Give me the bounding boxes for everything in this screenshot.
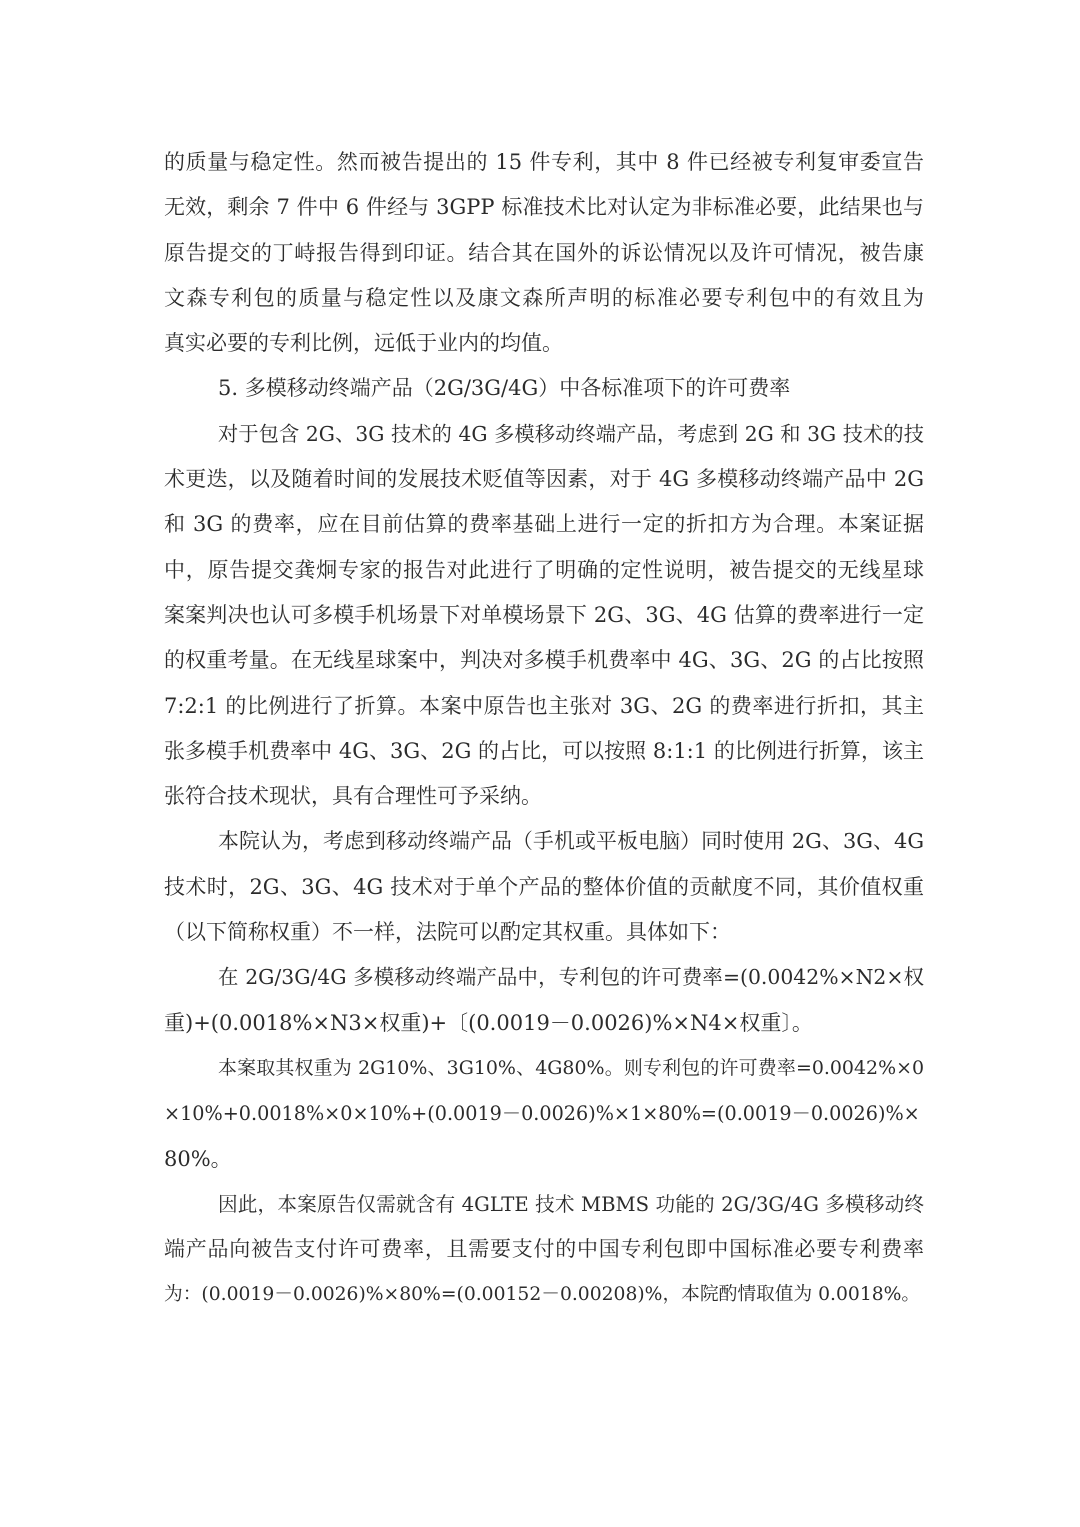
text-line: 和 3G 的费率，应在目前估算的费率基础上进行一定的折扣方为合理。本案证据 <box>164 512 924 537</box>
text-line: 的质量与稳定性。然而被告提出的 15 件专利，其中 8 件已经被专利复审委宣告 <box>164 150 924 174</box>
paragraph-patent-quality <box>164 140 924 366</box>
text-line: 案案判决也认可多模手机场景下对单模场景下 2G、3G、4G 估算的费率进行一定 <box>164 602 924 627</box>
text-line: 80%。 <box>164 1146 232 1171</box>
text-line: ×10%+0.0018%×0×10%+(0.0019－0.0026)%×1×80%=(0.0019－0.0026)%× <box>164 1102 920 1126</box>
text-line: 张多模手机费率中 4G、3G、2G 的占比，可以按照 8:1:1 的比例进行折算，该主 <box>164 738 924 763</box>
text-line: 7:2:1 的比例进行了折算。本案中原告也主张对 3G、2G 的费率进行折扣，其主 <box>164 693 924 718</box>
paragraph-rate-formula <box>164 955 924 1046</box>
text-line: 为：(0.0019－0.0026)%×80%=(0.00152－0.00208)%，本院酌情取值为 0.0018%。 <box>164 1284 921 1306</box>
text-line: 端产品向被告支付许可费率，且需要支付的中国专利包即中国标准必要专利费率 <box>164 1237 924 1262</box>
text-line: 真实必要的专利比例，远低于业内的均值。 <box>164 331 563 356</box>
section-heading-multimode-rates <box>164 366 924 411</box>
text-line: 术更迭，以及随着时间的发展技术贬值等因素，对于 4G 多模移动终端产品中 2G <box>164 467 924 492</box>
text-line: 无效，剩余 7 件中 6 件经与 3GPP 标准技术比对认定为非标准必要，此结果也与 <box>164 195 924 220</box>
text-line: 本案取其权重为 2G10%、3G10%、4G80%。则专利包的许可费率=0.0042%×0 <box>218 1056 924 1079</box>
text-line: 张符合技术现状，具有合理性可予采纳。 <box>164 784 542 809</box>
text-line: 重)+(0.0018%×N3×权重)+〔(0.0019－0.0026)%×N4×权重〕。 <box>164 1010 813 1035</box>
section-heading: 5. 多模移动终端产品（2G/3G/4G）中各标准项下的许可费率 <box>218 376 791 401</box>
text-line: 技术时，2G、3G、4G 技术对于单个产品的整体价值的贡献度不同，其价值权重 <box>164 874 924 899</box>
paragraph-weights <box>164 1046 924 1182</box>
text-line: （以下简称权重）不一样，法院可以酌定其权重。具体如下： <box>164 920 731 945</box>
paragraph-court-opinion <box>164 819 924 955</box>
text-line: 因此，本案原告仅需就含有 4GLTE 技术 MBMS 功能的 2G/3G/4G 多模移动终 <box>218 1192 924 1216</box>
text-line: 的权重考量。在无线星球案中，判决对多模手机费率中 4G、3G、2G 的占比按照 <box>164 648 924 673</box>
text-line: 在 2G/3G/4G 多模移动终端产品中，专利包的许可费率=(0.0042%×N2×权 <box>218 965 924 990</box>
text-line: 文森专利包的质量与稳定性以及康文森所声明的标准必要专利包中的有效且为 <box>164 285 924 310</box>
text-line: 本院认为，考虑到移动终端产品（手机或平板电脑）同时使用 2G、3G、4G <box>218 829 924 854</box>
paragraph-conclusion <box>164 1182 924 1318</box>
text-line: 中，原告提交龚炯专家的报告对此进行了明确的定性说明，被告提交的无线星球 <box>164 557 924 582</box>
paragraph-multimode-discount <box>164 412 924 820</box>
document-body <box>164 140 924 1318</box>
text-line: 对于包含 2G、3G 技术的 4G 多模移动终端产品，考虑到 2G 和 3G 技术的技 <box>218 421 924 446</box>
text-line: 原告提交的丁峙报告得到印证。结合其在国外的诉讼情况以及许可情况，被告康 <box>164 240 924 265</box>
